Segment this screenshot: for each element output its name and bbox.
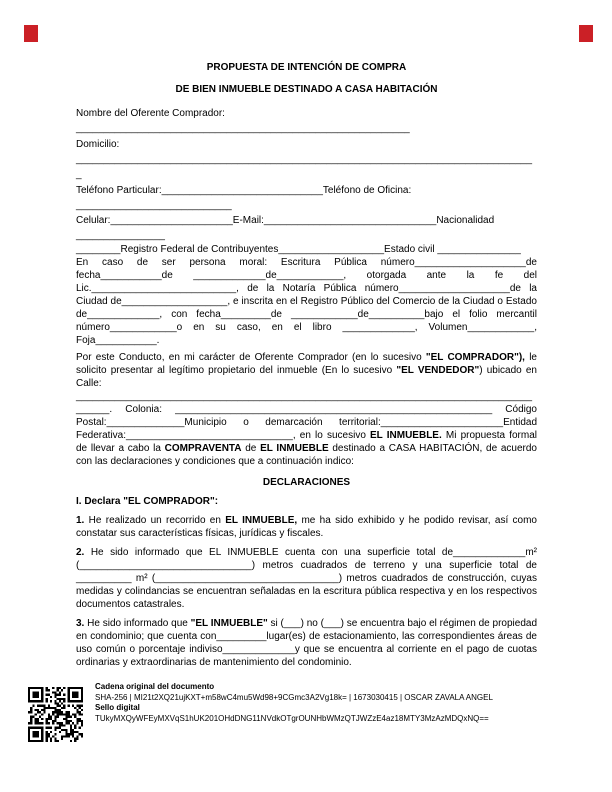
doc-title-line2: DE BIEN INMUEBLE DESTINADO A CASA HABITACIÓN <box>175 84 438 95</box>
direccion-paragraph: ______. Colonia: _________________________________________________________ Código Postal:______________Municipio o demarcación territorial:______________________Entidad Federativa:______________________________, en lo sucesivo EL INMUEBLE. Mi propuesta formal de llevar a cabo la COMPRAVENTA de EL INMUEBLE destinado a CASA HABITACIÓN, de acuerdo con las declaraciones y condiciones que a continuación indico: <box>76 404 537 467</box>
seal-text-block <box>95 682 565 724</box>
telefono-blank-line: ____________________________ <box>76 200 232 211</box>
direccion-blank-line: __________________________________________________________________________________ <box>76 391 533 402</box>
persona-moral-paragraph: En caso de ser persona moral: Escritura Pública número____________________de fecha___________de _____________de____________, otorgada ante la fe del Lic.__________________________, de la Notaría Pública número____________________de la Ciudad de___________________, e inscrita en el Registro Público del Comercio de la Ciudad o Estado de_____________, con fecha_________de ____________de__________bajo el folio mercantil número____________o en su caso, en el libro _____________, Volumen____________, Foja___________. <box>76 257 537 346</box>
doc-title-line1: PROPUESTA DE INTENCIÓN DE COMPRA <box>206 62 407 73</box>
celular-blank-line: ________________ <box>76 230 165 241</box>
red-corner-mark-right <box>579 25 593 42</box>
domicilio-blank-line: __________________________________________________________________________________ <box>76 154 533 165</box>
sello-digital-label: Sello digital <box>95 703 140 712</box>
telefono-labels-line: Teléfono Particular:_____________________________Teléfono de Oficina: <box>76 185 412 196</box>
celular-labels-line: Celular:______________________E-Mail:_______________________________Nacionalidad <box>76 215 495 226</box>
domicilio-blank-line-2: _ <box>76 169 82 180</box>
declaracion-item-1: 1. He realizado un recorrido en EL INMUEBLE, me ha sido exhibido y he podido revisar, así como constatar sus características físicas, jurídicas y fiscales. <box>76 515 537 539</box>
rfc-estado-civil-line: ________Registro Federal de Contribuyentes___________________Estado civil _______________ <box>76 244 521 255</box>
declaraciones-heading: DECLARACIONES <box>262 477 351 488</box>
declaracion-item-3: 3. He sido informado que "EL INMUEBLE" si (___) no (___) se encuentra bajo el régimen de propiedad en condominio; que cuenta con_________lugar(es) de estacionamiento, las correspondientes áreas de uso común o porcentaje indiviso_____________y que se encuentra al corriente en el pago de cuotas ordinarias y extraordinarias de mantenimiento del condominio. <box>76 618 538 668</box>
sello-digital-value: TUkyMXQyWFEyMXVqS1hUK201OHdDNG11NVdkOTgrOUNHbWMzQTJWZzE4az18MTY3MzAzMDQxNQ== <box>95 713 489 723</box>
qr-code-icon <box>28 687 83 742</box>
field-domicilio <box>76 137 537 182</box>
domicilio-label: Domicilio: <box>76 139 120 150</box>
nombre-blank-line: ____________________________________________________________ <box>76 123 410 134</box>
field-celular <box>76 213 537 243</box>
nombre-label: Nombre del Oferente Comprador: <box>76 108 225 119</box>
declara-comprador-heading: I. Declara "EL COMPRADOR": <box>76 496 219 507</box>
cadena-original-label: Cadena original del documento <box>95 682 215 691</box>
red-corner-mark-left <box>24 25 38 42</box>
por-este-conducto-paragraph: Por este Conducto, en mi carácter de Oferente Comprador (en lo sucesivo "EL COMPRADOR"), le solicito presentar al legítimo propietario del inmueble (En lo sucesivo "EL VENDEDOR") ubicado en Calle: <box>76 352 537 389</box>
document-content <box>76 61 537 669</box>
declaracion-item-2: 2. He sido informado que EL INMUEBLE cuenta con una superficie total de_____________m² (_______________________________) metros cuadrados de terreno y una superficie total de __________ m² (_________________________________) metros cuadrados de construcción, cuyas medidas y colindancias se encuentran señaladas en la escritura pública respectiva y en los respectivos documentos catastrales. <box>76 547 537 610</box>
field-nombre <box>76 106 537 136</box>
cadena-original-value: SHA-256 | MI21t2XQ21ujKXT+m58wC4mu5Wd98+9CGmc3A2Vg18k= | 1673030415 | OSCAR ZAVALA ANGEL <box>95 692 493 702</box>
field-telefono <box>76 183 537 213</box>
